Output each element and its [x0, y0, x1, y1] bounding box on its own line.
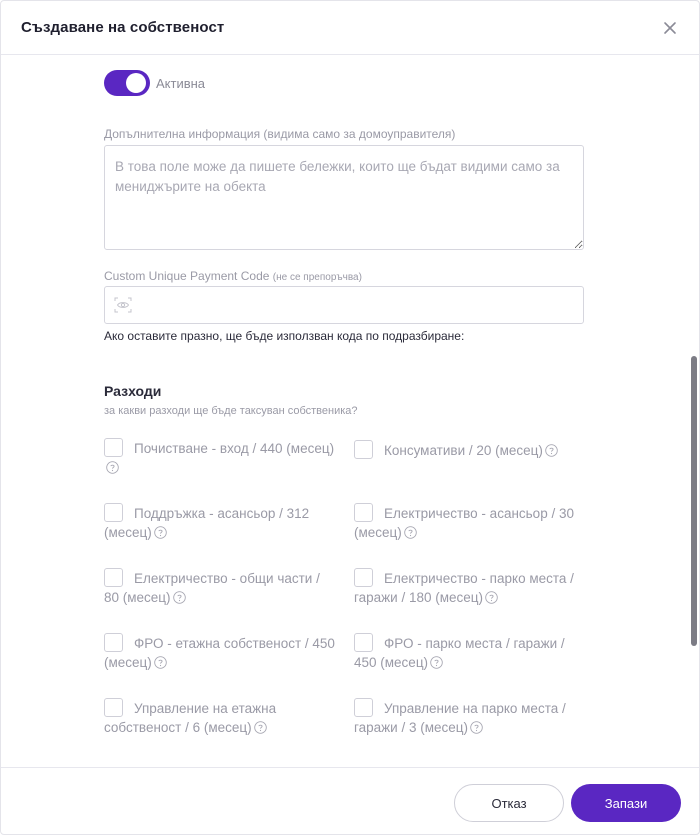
question-circle-icon[interactable]	[485, 591, 498, 604]
question-circle-icon[interactable]	[254, 721, 267, 734]
expenses-subtitle: за какви разходи ще бъде таксуван собственика?	[104, 405, 358, 417]
notes-label: Допълнителна информация (видима само за домоуправителя)	[104, 127, 456, 141]
modal-footer	[1, 767, 699, 835]
question-circle-icon[interactable]	[470, 721, 483, 734]
expense-label: Електричество - парко места / гаражи / 180 (месец)	[354, 571, 574, 605]
payment-code-label-text: Custom Unique Payment Code	[104, 269, 270, 283]
cancel-button[interactable]: Отказ	[454, 784, 564, 822]
expense-label: Поддръжка - асансьор / 312 (месец)	[104, 506, 310, 540]
modal-title: Създаване на собственост	[21, 19, 225, 36]
payment-code-input[interactable]	[139, 288, 579, 322]
eye-icon	[114, 297, 132, 313]
expense-label: Почистване - вход / 440 (месец)	[134, 441, 335, 456]
payment-code-hint: (не се препоръчва)	[272, 272, 362, 283]
payment-code-label	[104, 269, 362, 283]
payment-code-field[interactable]	[104, 286, 584, 324]
save-button[interactable]: Запази	[571, 784, 681, 822]
question-circle-icon[interactable]	[154, 656, 167, 669]
question-circle-icon[interactable]	[545, 444, 558, 457]
expense-label: Електричество - общи части / 80 (месец)	[104, 571, 320, 605]
expense-label: Управление на парко места / гаражи / 3 (месец)	[354, 701, 566, 735]
notes-textarea[interactable]	[104, 145, 584, 250]
expenses-title: Разходи	[104, 383, 162, 399]
close-button[interactable]	[659, 17, 681, 39]
question-circle-icon[interactable]	[154, 526, 167, 539]
expense-label: Консумативи / 20 (месец)	[384, 443, 543, 458]
question-circle-icon[interactable]	[404, 526, 417, 539]
question-circle-icon[interactable]	[430, 656, 443, 669]
active-toggle-label: Активна	[156, 76, 206, 91]
question-circle-icon[interactable]	[173, 591, 186, 604]
close-icon	[659, 17, 681, 39]
toggle-knob	[126, 73, 146, 93]
scrollbar-thumb[interactable]	[691, 356, 697, 646]
expense-label: ФРО - етажна собственост / 450 (месец)	[104, 636, 335, 670]
expense-label: Електричество - асансьор / 30 (месец)	[354, 506, 574, 540]
expense-label: ФРО - парко места / гаражи / 450 (месец)	[354, 636, 565, 670]
modal-header	[1, 1, 699, 55]
active-toggle[interactable]	[104, 70, 150, 96]
expense-label: Управление на етажна собственост / 6 (месец)	[104, 701, 277, 735]
question-circle-icon[interactable]	[106, 461, 119, 474]
payment-code-default-note: Ако оставите празно, ще бъде използван кода по подразбиране:	[104, 329, 465, 343]
